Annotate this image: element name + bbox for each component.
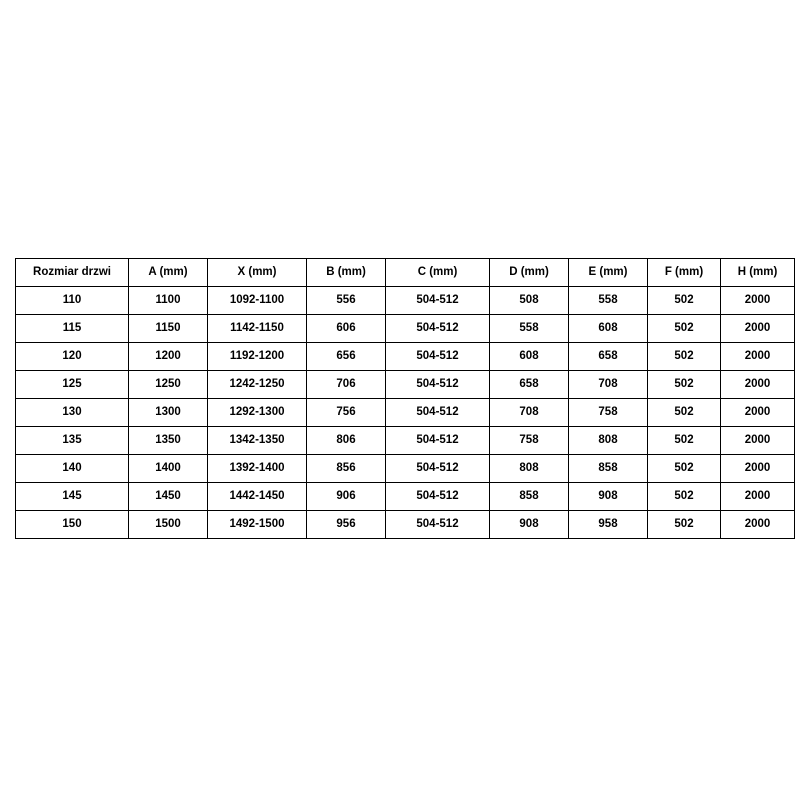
cell-e: 608 [569, 315, 648, 343]
cell-a: 1400 [129, 455, 208, 483]
cell-e: 958 [569, 511, 648, 539]
cell-x: 1292-1300 [208, 399, 307, 427]
cell-c: 504-512 [386, 287, 490, 315]
cell-x: 1392-1400 [208, 455, 307, 483]
cell-a: 1250 [129, 371, 208, 399]
cell-f: 502 [648, 427, 721, 455]
cell-rozmiar-drzwi: 130 [16, 399, 129, 427]
cell-a: 1100 [129, 287, 208, 315]
cell-c: 504-512 [386, 343, 490, 371]
cell-c: 504-512 [386, 511, 490, 539]
cell-b: 906 [307, 483, 386, 511]
column-header-x: X (mm) [208, 259, 307, 287]
cell-f: 502 [648, 315, 721, 343]
table-header [16, 259, 795, 287]
cell-rozmiar-drzwi: 120 [16, 343, 129, 371]
cell-rozmiar-drzwi: 115 [16, 315, 129, 343]
table-row [16, 287, 795, 315]
cell-d: 858 [490, 483, 569, 511]
cell-f: 502 [648, 287, 721, 315]
cell-a: 1450 [129, 483, 208, 511]
cell-h: 2000 [721, 399, 795, 427]
cell-d: 508 [490, 287, 569, 315]
cell-h: 2000 [721, 371, 795, 399]
cell-c: 504-512 [386, 427, 490, 455]
cell-h: 2000 [721, 315, 795, 343]
cell-b: 656 [307, 343, 386, 371]
cell-f: 502 [648, 483, 721, 511]
cell-x: 1342-1350 [208, 427, 307, 455]
table-header-row [16, 259, 795, 287]
cell-x: 1142-1150 [208, 315, 307, 343]
cell-h: 2000 [721, 511, 795, 539]
cell-d: 758 [490, 427, 569, 455]
cell-rozmiar-drzwi: 150 [16, 511, 129, 539]
table-body [16, 287, 795, 539]
cell-c: 504-512 [386, 315, 490, 343]
table-row [16, 399, 795, 427]
cell-a: 1300 [129, 399, 208, 427]
cell-h: 2000 [721, 343, 795, 371]
cell-d: 808 [490, 455, 569, 483]
cell-f: 502 [648, 511, 721, 539]
table-row [16, 483, 795, 511]
cell-h: 2000 [721, 483, 795, 511]
cell-a: 1500 [129, 511, 208, 539]
cell-c: 504-512 [386, 371, 490, 399]
cell-rozmiar-drzwi: 135 [16, 427, 129, 455]
cell-c: 504-512 [386, 399, 490, 427]
cell-b: 706 [307, 371, 386, 399]
column-header-h: H (mm) [721, 259, 795, 287]
cell-f: 502 [648, 343, 721, 371]
cell-b: 556 [307, 287, 386, 315]
cell-a: 1200 [129, 343, 208, 371]
cell-b: 756 [307, 399, 386, 427]
cell-b: 806 [307, 427, 386, 455]
cell-x: 1442-1450 [208, 483, 307, 511]
cell-a: 1350 [129, 427, 208, 455]
cell-d: 708 [490, 399, 569, 427]
cell-f: 502 [648, 371, 721, 399]
cell-e: 808 [569, 427, 648, 455]
door-size-spec-table [15, 258, 795, 539]
cell-x: 1492-1500 [208, 511, 307, 539]
cell-h: 2000 [721, 455, 795, 483]
cell-e: 908 [569, 483, 648, 511]
table-row [16, 511, 795, 539]
cell-d: 658 [490, 371, 569, 399]
cell-x: 1242-1250 [208, 371, 307, 399]
table-row [16, 371, 795, 399]
cell-rozmiar-drzwi: 125 [16, 371, 129, 399]
cell-f: 502 [648, 455, 721, 483]
cell-c: 504-512 [386, 455, 490, 483]
cell-h: 2000 [721, 287, 795, 315]
column-header-f: F (mm) [648, 259, 721, 287]
table-row [16, 455, 795, 483]
column-header-a: A (mm) [129, 259, 208, 287]
cell-d: 608 [490, 343, 569, 371]
cell-x: 1192-1200 [208, 343, 307, 371]
cell-d: 908 [490, 511, 569, 539]
table-row [16, 343, 795, 371]
cell-rozmiar-drzwi: 145 [16, 483, 129, 511]
table-row [16, 427, 795, 455]
spec-table-container [15, 258, 785, 539]
cell-e: 658 [569, 343, 648, 371]
cell-f: 502 [648, 399, 721, 427]
cell-x: 1092-1100 [208, 287, 307, 315]
cell-h: 2000 [721, 427, 795, 455]
column-header-c: C (mm) [386, 259, 490, 287]
cell-e: 708 [569, 371, 648, 399]
column-header-b: B (mm) [307, 259, 386, 287]
cell-b: 856 [307, 455, 386, 483]
cell-rozmiar-drzwi: 140 [16, 455, 129, 483]
cell-d: 558 [490, 315, 569, 343]
cell-e: 558 [569, 287, 648, 315]
cell-b: 606 [307, 315, 386, 343]
cell-rozmiar-drzwi: 110 [16, 287, 129, 315]
column-header-d: D (mm) [490, 259, 569, 287]
cell-a: 1150 [129, 315, 208, 343]
cell-b: 956 [307, 511, 386, 539]
column-header-e: E (mm) [569, 259, 648, 287]
column-header-rozmiar-drzwi: Rozmiar drzwi [16, 259, 129, 287]
table-row [16, 315, 795, 343]
cell-e: 858 [569, 455, 648, 483]
cell-c: 504-512 [386, 483, 490, 511]
cell-e: 758 [569, 399, 648, 427]
